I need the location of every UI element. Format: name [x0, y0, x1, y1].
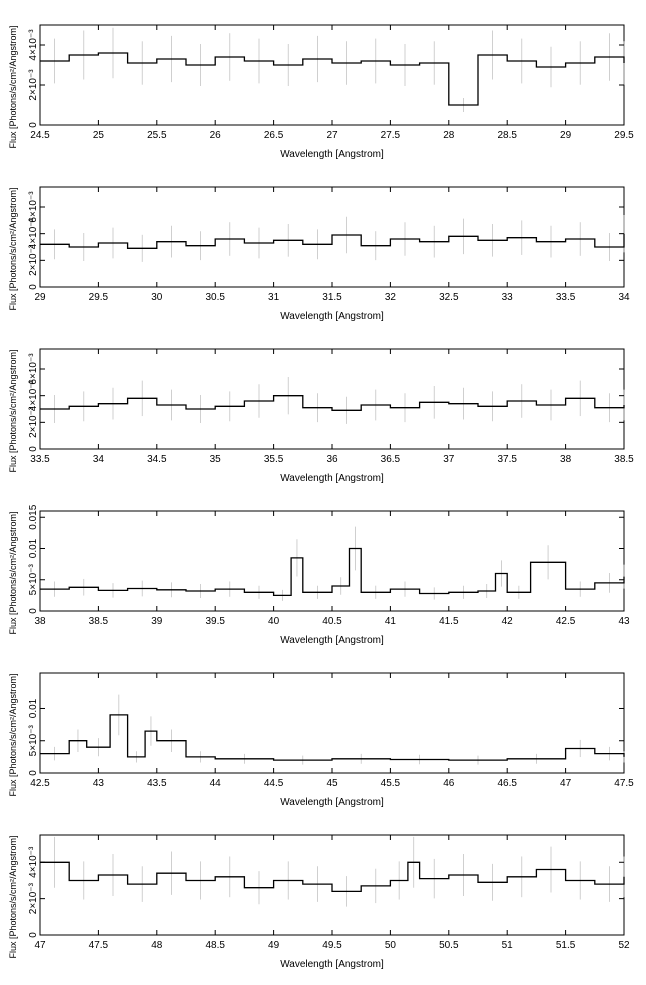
x-tick-label: 51.5 — [555, 940, 576, 951]
x-tick-label: 25.5 — [147, 130, 167, 141]
y-tick-label: 6×10⁻³ — [28, 191, 39, 223]
x-axis-title: Wavelength [Angstrom] — [280, 149, 384, 160]
x-tick-label: 42 — [501, 616, 513, 627]
x-tick-label: 31.5 — [322, 292, 342, 303]
x-tick-label: 36.5 — [380, 454, 401, 465]
x-tick-label: 29 — [34, 292, 46, 303]
x-tick-label: 28 — [443, 130, 455, 141]
x-tick-label: 43 — [92, 778, 104, 789]
panel-1 — [8, 25, 634, 160]
flux-step-series — [40, 396, 624, 411]
y-tick-label: 6×10⁻³ — [28, 353, 39, 385]
y-tick-label: 0.01 — [28, 538, 39, 559]
x-tick-label: 43.5 — [147, 778, 167, 789]
x-tick-label: 28.5 — [497, 130, 517, 141]
x-tick-label: 29.5 — [614, 130, 634, 141]
x-tick-label: 46.5 — [497, 778, 517, 789]
y-tick-label: 0 — [28, 446, 39, 452]
x-tick-label: 50.5 — [439, 940, 459, 951]
x-axis-title: Wavelength [Angstrom] — [280, 797, 384, 808]
x-tick-label: 51 — [501, 940, 513, 951]
x-tick-label: 50 — [384, 940, 396, 951]
y-tick-label: 0 — [28, 608, 39, 614]
x-tick-label: 47 — [560, 778, 572, 789]
x-tick-label: 38 — [560, 454, 572, 465]
x-tick-label: 39.5 — [205, 616, 225, 627]
y-tick-label: 0 — [28, 284, 39, 290]
x-tick-label: 44.5 — [263, 778, 284, 789]
panel-5 — [8, 673, 634, 808]
x-tick-label: 34 — [92, 454, 104, 465]
y-tick-label: 4×10⁻³ — [28, 846, 39, 878]
x-tick-label: 29.5 — [88, 292, 109, 303]
x-tick-label: 25 — [92, 130, 104, 141]
x-tick-label: 44 — [209, 778, 221, 789]
y-axis-title: Flux [Photons/s/cm²/Angstrom] — [8, 349, 18, 473]
y-axis-title: Flux [Photons/s/cm²/Angstrom] — [8, 187, 18, 311]
x-tick-label: 49.5 — [322, 940, 342, 951]
x-tick-label: 30.5 — [205, 292, 225, 303]
y-tick-label: 0.015 — [28, 504, 39, 530]
x-tick-label: 33.5 — [555, 292, 576, 303]
x-tick-label: 40.5 — [322, 616, 342, 627]
panel-3 — [8, 349, 634, 484]
x-axis-title: Wavelength [Angstrom] — [280, 473, 384, 484]
x-tick-label: 32 — [384, 292, 396, 303]
flux-step-series — [40, 234, 624, 249]
x-tick-label: 42.5 — [30, 778, 50, 789]
panel-4 — [8, 504, 630, 646]
x-tick-label: 45 — [326, 778, 338, 789]
flux-step-series — [40, 862, 624, 891]
x-tick-label: 41 — [384, 616, 396, 627]
panel-2 — [8, 187, 630, 322]
y-tick-label: 0 — [28, 770, 39, 776]
x-tick-label: 47.5 — [614, 778, 634, 789]
y-tick-label: 2×10⁻³ — [28, 406, 39, 438]
x-tick-label: 36 — [326, 454, 338, 465]
y-tick-label: 0 — [28, 122, 39, 128]
x-tick-label: 40 — [268, 616, 280, 627]
y-tick-label: 4×10⁻³ — [28, 380, 39, 412]
x-tick-label: 26.5 — [263, 130, 284, 141]
x-tick-label: 42.5 — [555, 616, 576, 627]
flux-step-series — [40, 53, 624, 105]
x-tick-label: 37 — [443, 454, 455, 465]
x-tick-label: 30 — [151, 292, 163, 303]
plot-frame — [40, 511, 624, 611]
flux-step-series — [40, 715, 624, 760]
x-tick-label: 37.5 — [497, 454, 517, 465]
x-tick-label: 31 — [268, 292, 280, 303]
x-tick-label: 38 — [34, 616, 46, 627]
x-tick-label: 38.5 — [88, 616, 109, 627]
panel-6 — [8, 835, 630, 970]
y-tick-label: 4×10⁻³ — [28, 29, 39, 61]
x-tick-label: 41.5 — [439, 616, 459, 627]
x-tick-label: 48 — [151, 940, 163, 951]
x-tick-label: 29 — [560, 130, 572, 141]
x-tick-label: 34.5 — [147, 454, 167, 465]
x-tick-label: 33.5 — [30, 454, 50, 465]
x-axis-title: Wavelength [Angstrom] — [280, 635, 384, 646]
plot-frame — [40, 25, 624, 125]
x-tick-label: 43 — [618, 616, 630, 627]
x-tick-label: 38.5 — [614, 454, 634, 465]
y-tick-label: 5×10⁻³ — [28, 725, 39, 757]
y-axis-title: Flux [Photons/s/cm²/Angstrom] — [8, 511, 18, 635]
x-axis-title: Wavelength [Angstrom] — [280, 311, 384, 322]
y-tick-label: 5×10⁻³ — [28, 564, 39, 596]
x-tick-label: 26 — [209, 130, 221, 141]
y-axis-title: Flux [Photons/s/cm²/Angstrom] — [8, 25, 18, 149]
y-tick-label: 2×10⁻³ — [28, 883, 39, 915]
x-tick-label: 52 — [618, 940, 630, 951]
y-tick-label: 2×10⁻³ — [28, 244, 39, 276]
x-tick-label: 47 — [34, 940, 46, 951]
x-tick-label: 27 — [326, 130, 338, 141]
y-axis-title: Flux [Photons/s/cm²/Angstrom] — [8, 673, 18, 797]
x-tick-label: 32.5 — [439, 292, 459, 303]
x-tick-label: 27.5 — [380, 130, 401, 141]
x-tick-label: 24.5 — [30, 130, 50, 141]
x-axis-title: Wavelength [Angstrom] — [280, 959, 384, 970]
y-tick-label: 0 — [28, 932, 39, 938]
x-tick-label: 35.5 — [263, 454, 284, 465]
x-tick-label: 48.5 — [205, 940, 225, 951]
y-axis-title: Flux [Photons/s/cm²/Angstrom] — [8, 835, 18, 959]
y-tick-label: 4×10⁻³ — [28, 218, 39, 250]
x-tick-label: 47.5 — [88, 940, 109, 951]
x-tick-label: 49 — [268, 940, 280, 951]
y-tick-label: 2×10⁻³ — [28, 69, 39, 101]
flux-step-series — [40, 549, 624, 596]
x-tick-label: 35 — [209, 454, 221, 465]
x-tick-label: 39 — [151, 616, 163, 627]
y-tick-label: 0.01 — [28, 698, 39, 719]
x-tick-label: 34 — [618, 292, 630, 303]
x-tick-label: 45.5 — [380, 778, 401, 789]
x-tick-label: 33 — [501, 292, 513, 303]
x-tick-label: 46 — [443, 778, 455, 789]
